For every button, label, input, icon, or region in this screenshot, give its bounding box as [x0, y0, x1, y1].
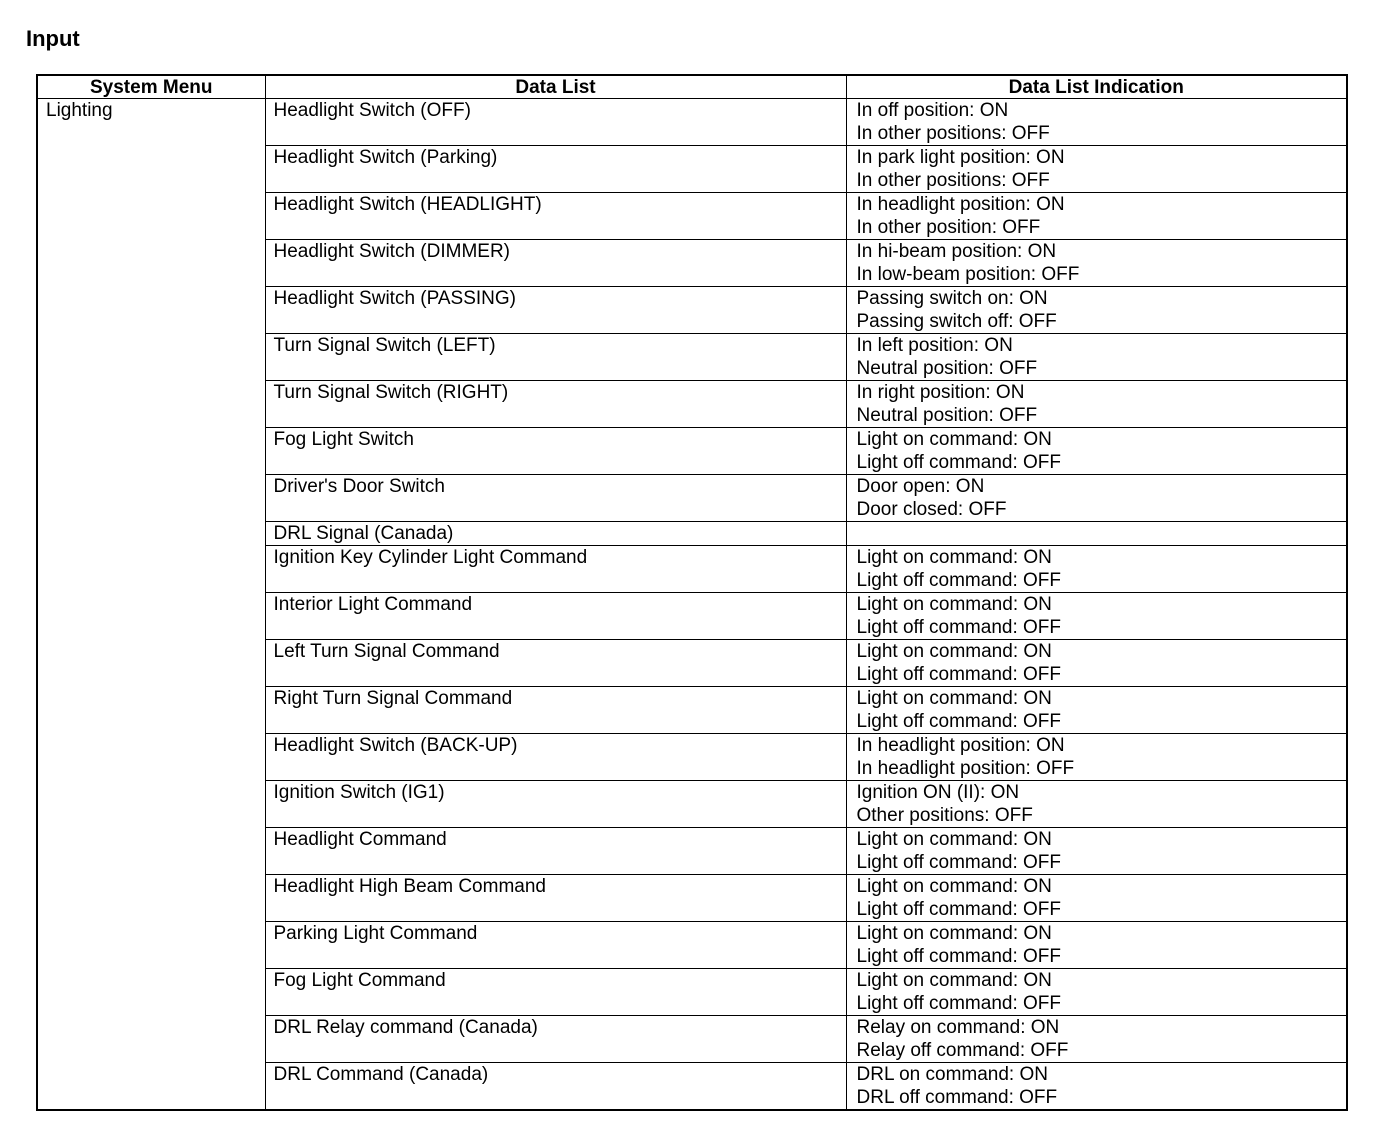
data-list-indication	[846, 522, 1347, 546]
indication-line: Light off command: OFF	[856, 711, 1062, 732]
table-body	[37, 99, 1347, 1111]
data-list-indication	[846, 287, 1347, 334]
data-list-indication	[846, 475, 1347, 522]
data-list-table	[36, 74, 1348, 1111]
header-row	[37, 75, 1347, 99]
system-menu-cell: Lighting	[37, 99, 265, 1111]
data-list-indication	[846, 381, 1347, 428]
data-list-item: Parking Light Command	[265, 922, 846, 969]
page-title: Input	[26, 26, 80, 51]
indication-line: In off position: ON	[856, 100, 1009, 121]
indication-line: DRL off command: OFF	[856, 1087, 1058, 1108]
data-list-item: Ignition Key Cylinder Light Command	[265, 546, 846, 593]
data-list-indication	[846, 1016, 1347, 1063]
data-list-indication	[846, 334, 1347, 381]
header-system-menu: System Menu	[37, 75, 265, 99]
indication-line: Light on command: ON	[856, 829, 1052, 850]
indication-line: Light off command: OFF	[856, 570, 1062, 591]
indication-line: Light on command: ON	[856, 429, 1052, 450]
indication-line: Other positions: OFF	[856, 805, 1033, 826]
indication-line: In other position: OFF	[856, 217, 1041, 238]
indication-line: In other positions: OFF	[856, 123, 1050, 144]
header-data-list-indication: Data List Indication	[846, 75, 1347, 99]
indication-line: In left position: ON	[856, 335, 1013, 356]
data-list-item: Driver's Door Switch	[265, 475, 846, 522]
data-list-indication	[846, 146, 1347, 193]
data-list-indication	[846, 640, 1347, 687]
indication-line: In headlight position: ON	[856, 735, 1065, 756]
indication-line: Light off command: OFF	[856, 664, 1062, 685]
indication-line: Door open: ON	[856, 476, 985, 497]
indication-line: Light off command: OFF	[856, 617, 1062, 638]
indication-line: Passing switch on: ON	[856, 288, 1048, 309]
data-list-item: Headlight Switch (PASSING)	[265, 287, 846, 334]
data-list-indication	[846, 922, 1347, 969]
indication-line: Ignition ON (II): ON	[856, 782, 1020, 803]
indication-line: Light on command: ON	[856, 688, 1052, 709]
data-list-item: Headlight Switch (BACK-UP)	[265, 734, 846, 781]
data-list-item: Interior Light Command	[265, 593, 846, 640]
data-list-item: Headlight Switch (OFF)	[265, 99, 846, 146]
indication-line: Light off command: OFF	[856, 946, 1062, 967]
data-list-item: DRL Command (Canada)	[265, 1063, 846, 1111]
data-list-indication	[846, 428, 1347, 475]
data-list-item: Headlight Switch (DIMMER)	[265, 240, 846, 287]
data-list-item: Right Turn Signal Command	[265, 687, 846, 734]
data-list-item: Fog Light Switch	[265, 428, 846, 475]
data-list-indication	[846, 546, 1347, 593]
data-list-indication	[846, 734, 1347, 781]
data-list-item: Turn Signal Switch (RIGHT)	[265, 381, 846, 428]
indication-line: In right position: ON	[856, 382, 1025, 403]
data-list-indication	[846, 99, 1347, 146]
indication-line: Relay on command: ON	[856, 1017, 1060, 1038]
data-list-item: Turn Signal Switch (LEFT)	[265, 334, 846, 381]
indication-line: In low-beam position: OFF	[856, 264, 1080, 285]
indication-line: Neutral position: OFF	[856, 358, 1038, 379]
data-list-indication	[846, 828, 1347, 875]
indication-line: Light on command: ON	[856, 547, 1052, 568]
indication-line: Light off command: OFF	[856, 452, 1062, 473]
indication-line: Light on command: ON	[856, 876, 1052, 897]
data-list-indication	[846, 593, 1347, 640]
table-row	[37, 99, 1347, 146]
indication-line: In park light position: ON	[856, 147, 1065, 168]
data-list-indication	[846, 1063, 1347, 1111]
data-list-item: DRL Signal (Canada)	[265, 522, 846, 546]
indication-line: In headlight position: OFF	[856, 758, 1075, 779]
indication-line: DRL on command: ON	[856, 1064, 1048, 1085]
data-list-item: Headlight Command	[265, 828, 846, 875]
indication-line: Light off command: OFF	[856, 852, 1062, 873]
indication-line: In headlight position: ON	[856, 194, 1065, 215]
indication-line: Light off command: OFF	[856, 899, 1062, 920]
indication-line: Light off command: OFF	[856, 993, 1062, 1014]
data-list-item: Headlight High Beam Command	[265, 875, 846, 922]
data-list-item: Headlight Switch (HEADLIGHT)	[265, 193, 846, 240]
data-list-indication	[846, 875, 1347, 922]
data-list-item: Ignition Switch (IG1)	[265, 781, 846, 828]
data-list-indication	[846, 969, 1347, 1016]
data-list-indication	[846, 687, 1347, 734]
indication-line: Light on command: ON	[856, 641, 1052, 662]
indication-line: Light on command: ON	[856, 594, 1052, 615]
indication-line: Passing switch off: OFF	[856, 311, 1057, 332]
data-list-indication	[846, 193, 1347, 240]
data-list-item: Headlight Switch (Parking)	[265, 146, 846, 193]
indication-line: Relay off command: OFF	[856, 1040, 1069, 1061]
data-list-item: Left Turn Signal Command	[265, 640, 846, 687]
data-list-item: Fog Light Command	[265, 969, 846, 1016]
indication-line: In other positions: OFF	[856, 170, 1050, 191]
indication-line: In hi-beam position: ON	[856, 241, 1057, 262]
data-list-indication	[846, 240, 1347, 287]
indication-line: Light on command: ON	[856, 923, 1052, 944]
indication-line: Neutral position: OFF	[856, 405, 1038, 426]
indication-line: Light on command: ON	[856, 970, 1052, 991]
header-data-list: Data List	[265, 75, 846, 99]
data-list-indication	[846, 781, 1347, 828]
data-list-item: DRL Relay command (Canada)	[265, 1016, 846, 1063]
indication-line: Door closed: OFF	[856, 499, 1007, 520]
